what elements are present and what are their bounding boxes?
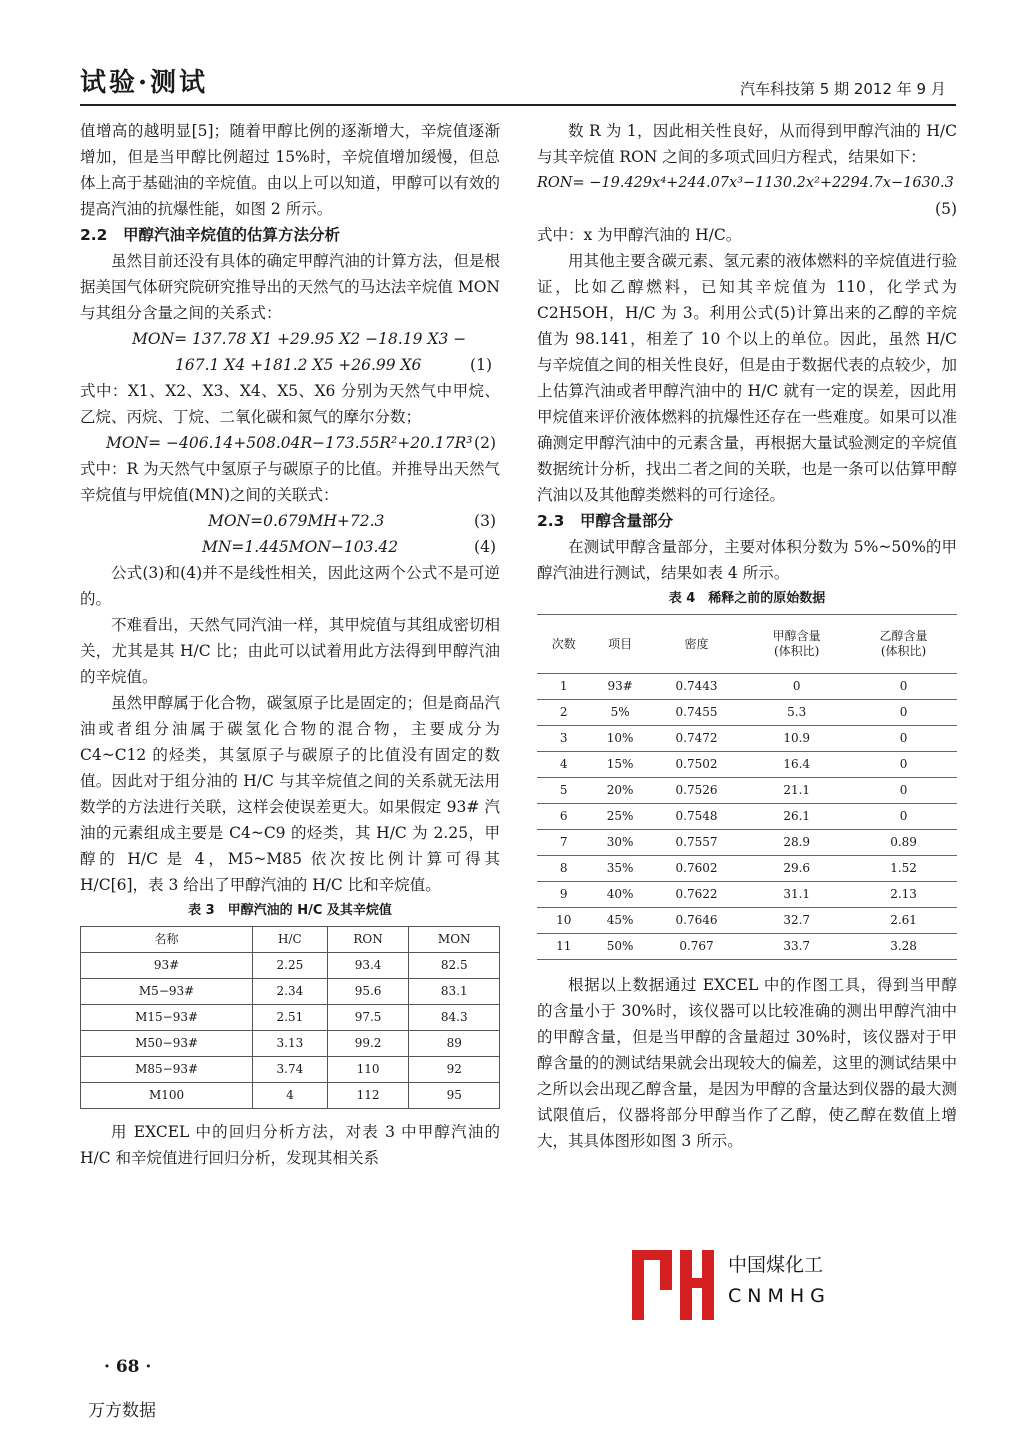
- watermark-title: 中国煤化工: [726, 1250, 825, 1277]
- table-cell: 5%: [590, 700, 649, 726]
- table-cell: 0.7548: [650, 804, 743, 830]
- table-cell: 82.5: [409, 953, 500, 979]
- table-row: [81, 1031, 500, 1057]
- table-cell: 10: [537, 908, 590, 934]
- table-cell: 25%: [590, 804, 649, 830]
- paragraph: 不难看出，天然气同汽油一样，其甲烷值与其组成密切相关，尤其是其 H/C 比；由此可以试着用此方法得到甲醇汽油的辛烷值。: [80, 616, 500, 686]
- table-cell: 92: [409, 1057, 500, 1083]
- page-number: · 68 ·: [104, 1357, 152, 1377]
- table-cell: 0.7646: [650, 908, 743, 934]
- table-cell: 6: [537, 804, 590, 830]
- paragraph: 虽然甲醇属于化合物，碳氢原子比是固定的；但是商品汽油或者组分油属于碳氢化合物的混合物，主要成分为 C4~C12 的烃类，其氢原子与碳原子的比值没有固定的数值。因此对于组分油的 H/C 与其辛烷值之间的关系就无法用数学的方法进行关联，这样会使误差更大。如果假定 93# 汽油的元素组成主要是 C4~C9 的烃类，其 H/C 为 2.25，甲醇的 H/C 是 4，M5~M85 依次按比例计算可得其 H/C[6]，表 3 给出了甲醇汽油的 H/C 比和辛烷值。: [80, 694, 500, 894]
- paragraph: 式中：x 为甲醇汽油的 H/C。: [537, 226, 742, 244]
- table-row: [537, 700, 957, 726]
- paragraph: 式中：R 为天然气中氢原子与碳原子的比值。并推导出天然气辛烷值与甲烷值(MN)之间的关联式：: [80, 460, 500, 504]
- table-row: [537, 752, 957, 778]
- table-4-caption: 表 4 稀释之前的原始数据: [668, 591, 826, 606]
- header-rule: [80, 104, 956, 106]
- table-cell: 110: [327, 1057, 409, 1083]
- table-cell: M5−93#: [81, 979, 253, 1005]
- table-cell: 0: [850, 700, 957, 726]
- table-cell: 5: [537, 778, 590, 804]
- table-row: [81, 1083, 500, 1109]
- table-cell: 93.4: [327, 953, 409, 979]
- table-cell: 3: [537, 726, 590, 752]
- table-row: [537, 804, 957, 830]
- table-cell: 0: [850, 726, 957, 752]
- table-cell: 4: [253, 1083, 328, 1109]
- table-header-cell: 密度: [650, 615, 743, 674]
- paragraph: 用其他主要含碳元素、氢元素的液体燃料的辛烷值进行验证，比如乙醇燃料，已知其辛烷值为 110，化学式为 C2H5OH，H/C 为 3。利用公式(5)计算出来的乙醇的辛烷值为 98.141，相差了 10 个以上的单位。因此，虽然 H/C 与辛烷值之间的相关性良好，但是由于数据代表的点较少，加上估算汽油或者甲醇汽油中的 H/C 就有一定的误差，因此用甲烷值来评价液体燃料的抗爆性还存在一些难度。如果可以准确测定甲醇汽油中的元素含量，再根据大量试验测定的辛烷值数据统计分析，找出二者之间的关联，也是一条可以估算甲醇汽油以及其他醇类燃料的可行途径。: [537, 252, 957, 504]
- table-cell: 95: [409, 1083, 500, 1109]
- table-cell: 2.61: [850, 908, 957, 934]
- formula-text: MN=1.445MON−103.42: [202, 538, 399, 556]
- footer-source: 万方数据: [88, 1401, 156, 1421]
- formula-text: MON= −406.14+508.04R−173.55R²+20.17R³: [106, 434, 473, 452]
- formula-3: [80, 508, 500, 534]
- journal-info: 汽车科技第 5 期 2012 年 9 月: [740, 80, 946, 98]
- table-row: [537, 778, 957, 804]
- paragraph: 式中：X1、X2、X3、X4、X5、X6 分别为天然气中甲烷、乙烷、丙烷、丁烷、二氧化碳和氮气的摩尔分数；: [80, 382, 500, 426]
- table-cell: M50−93#: [81, 1031, 253, 1057]
- table-cell: 0: [850, 674, 957, 700]
- table-cell: M15−93#: [81, 1005, 253, 1031]
- formula-number: (1): [470, 356, 492, 374]
- table-cell: M85−93#: [81, 1057, 253, 1083]
- table-cell: 45%: [590, 908, 649, 934]
- table-row: [537, 856, 957, 882]
- paragraph: 数 R 为 1，因此相关性良好，从而得到甲醇汽油的 H/C 与其辛烷值 RON 之间的多项式回归方程式，结果如下：: [537, 122, 957, 166]
- table-cell: 30%: [590, 830, 649, 856]
- table-cell: 0.89: [850, 830, 957, 856]
- watermark-subtitle: CNMHG: [728, 1285, 831, 1307]
- table-cell: 97.5: [327, 1005, 409, 1031]
- table-cell: 50%: [590, 934, 649, 960]
- paragraph: 公式(3)和(4)并不是线性相关，因此这两个公式不是可逆的。: [80, 564, 500, 608]
- section-heading-2-3: 2.3 甲醇含量部分: [537, 512, 673, 530]
- table-cell: 2.25: [253, 953, 328, 979]
- table-cell: 0.7502: [650, 752, 743, 778]
- table-header-cell: 名称: [81, 927, 253, 953]
- table-cell: 3.28: [850, 934, 957, 960]
- table-row: [81, 979, 500, 1005]
- table-cell: 35%: [590, 856, 649, 882]
- table-cell: 15%: [590, 752, 649, 778]
- section-title: 试验·测试: [80, 68, 209, 98]
- table-cell: 21.1: [743, 778, 850, 804]
- paragraph: 值增高的越明显[5]；随着甲醇比例的逐渐增大，辛烷值逐渐增加，但是当甲醇比例超过 15%时，辛烷值增加缓慢，但总体上高于基础油的辛烷值。由以上可以知道，甲醇可以有效的提高汽油的抗爆性能，如图 2 所示。: [80, 122, 500, 218]
- table-cell: M100: [81, 1083, 253, 1109]
- formula-5: [537, 170, 957, 196]
- table-cell: 83.1: [409, 979, 500, 1005]
- formula-number: (3): [474, 512, 496, 530]
- table-cell: 0.7622: [650, 882, 743, 908]
- table-cell: 20%: [590, 778, 649, 804]
- paragraph: 虽然目前还没有具体的确定甲醇汽油的计算方法，但是根据美国气体研究院研究推导出的天然气的马达法辛烷值 MON 与其组分含量之间的关系式：: [80, 252, 500, 322]
- left-column: [80, 118, 500, 1171]
- table-header-row: [81, 927, 500, 953]
- table-cell: 0.7557: [650, 830, 743, 856]
- table-header-cell: 项目: [590, 615, 649, 674]
- formula-4: [80, 534, 500, 560]
- section-heading-2-2: 2.2 甲醇汽油辛烷值的估算方法分析: [80, 226, 340, 244]
- table-cell: 89: [409, 1031, 500, 1057]
- table-cell: 2.34: [253, 979, 328, 1005]
- table-cell: 26.1: [743, 804, 850, 830]
- table-3-caption: 表 3 甲醇汽油的 H/C 及其辛烷值: [188, 903, 392, 918]
- formula-2: [80, 430, 500, 456]
- right-column: [537, 118, 957, 1154]
- table-cell: 32.7: [743, 908, 850, 934]
- table-cell: 29.6: [743, 856, 850, 882]
- table-row: [81, 1057, 500, 1083]
- table-header-cell: MON: [409, 927, 500, 953]
- table-header-row: [537, 615, 957, 674]
- table-4: [537, 614, 957, 960]
- table-cell: 33.7: [743, 934, 850, 960]
- table-cell: 95.6: [327, 979, 409, 1005]
- table-cell: 0.7455: [650, 700, 743, 726]
- formula-text: MON= 137.78 X1 +29.95 X2 −18.19 X3 −: [132, 330, 467, 348]
- table-cell: 11: [537, 934, 590, 960]
- table-cell: 31.1: [743, 882, 850, 908]
- table-cell: 3.74: [253, 1057, 328, 1083]
- table-cell: 9: [537, 882, 590, 908]
- table-cell: 112: [327, 1083, 409, 1109]
- table-row: [81, 953, 500, 979]
- table-cell: 7: [537, 830, 590, 856]
- table-header-cell: 次数: [537, 615, 590, 674]
- table-header-cell: 甲醇含量 (体积比): [743, 615, 850, 674]
- table-row: [81, 1005, 500, 1031]
- table-cell: 28.9: [743, 830, 850, 856]
- table-cell: 99.2: [327, 1031, 409, 1057]
- formula-1-line-2: [80, 352, 500, 378]
- table-cell: 10.9: [743, 726, 850, 752]
- table-cell: 1: [537, 674, 590, 700]
- table-row: [537, 726, 957, 752]
- paragraph: 在测试甲醇含量部分，主要对体积分数为 5%~50%的甲醇汽油进行测试，结果如表 4 所示。: [537, 538, 957, 582]
- table-cell: 93#: [81, 953, 253, 979]
- formula-text: MON=0.679MH+72.3: [208, 512, 385, 530]
- table-cell: 0.7602: [650, 856, 743, 882]
- table-cell: 84.3: [409, 1005, 500, 1031]
- table-header-cell: H/C: [253, 927, 328, 953]
- table-cell: 93#: [590, 674, 649, 700]
- formula-number: (2): [474, 434, 496, 452]
- table-cell: 2.51: [253, 1005, 328, 1031]
- table-cell: 0: [850, 804, 957, 830]
- table-4-body: [537, 674, 957, 960]
- table-row: [537, 908, 957, 934]
- table-cell: 0: [850, 752, 957, 778]
- table-cell: 2.13: [850, 882, 957, 908]
- table-row: [537, 934, 957, 960]
- table-cell: 3.13: [253, 1031, 328, 1057]
- formula-1-line-1: [80, 326, 500, 352]
- table-cell: 0.7526: [650, 778, 743, 804]
- table-cell: 10%: [590, 726, 649, 752]
- paragraph: 用 EXCEL 中的回归分析方法，对表 3 中甲醇汽油的 H/C 和辛烷值进行回归分析，发现其相关系: [80, 1123, 500, 1167]
- table-cell: 16.4: [743, 752, 850, 778]
- formula-number: (4): [474, 538, 496, 556]
- table-cell: 1.52: [850, 856, 957, 882]
- table-cell: 0: [743, 674, 850, 700]
- table-cell: 4: [537, 752, 590, 778]
- table-cell: 2: [537, 700, 590, 726]
- table-header-cell: 乙醇含量 (体积比): [850, 615, 957, 674]
- table-row: [537, 674, 957, 700]
- watermark-logo-icon: [632, 1250, 714, 1320]
- formula-text: 167.1 X4 +181.2 X5 +26.99 X6: [175, 356, 422, 374]
- table-cell: 0.7443: [650, 674, 743, 700]
- table-row: [537, 830, 957, 856]
- paragraph: 根据以上数据通过 EXCEL 中的作图工具，得到当甲醇的含量小于 30%时，该仪器可以比较准确的测出甲醇汽油中的甲醇含量，但是当甲醇的含量超过 30%时，该仪器对于甲醇含量的的测试结果就会出现较大的偏差，这里的测试结果中之所以会出现乙醇含量，是因为甲醇的含量达到仪器的最大测试限值后，仪器将部分甲醇当作了乙醇，使乙醇在数值上增大，其具体图形如图 3 所示。: [537, 976, 957, 1150]
- table-row: [537, 882, 957, 908]
- table-cell: 8: [537, 856, 590, 882]
- table-cell: 5.3: [743, 700, 850, 726]
- table-cell: 0.767: [650, 934, 743, 960]
- table-3: [80, 926, 500, 1109]
- table-3-body: [81, 953, 500, 1109]
- table-header-cell: RON: [327, 927, 409, 953]
- table-cell: 0.7472: [650, 726, 743, 752]
- table-cell: 0: [850, 778, 957, 804]
- formula-number: (5): [935, 200, 957, 218]
- formula-text: RON= −19.429x⁴+244.07x³−1130.2x²+2294.7x−1630.3: [537, 175, 954, 191]
- table-cell: 40%: [590, 882, 649, 908]
- formula-5-number-row: [537, 196, 957, 222]
